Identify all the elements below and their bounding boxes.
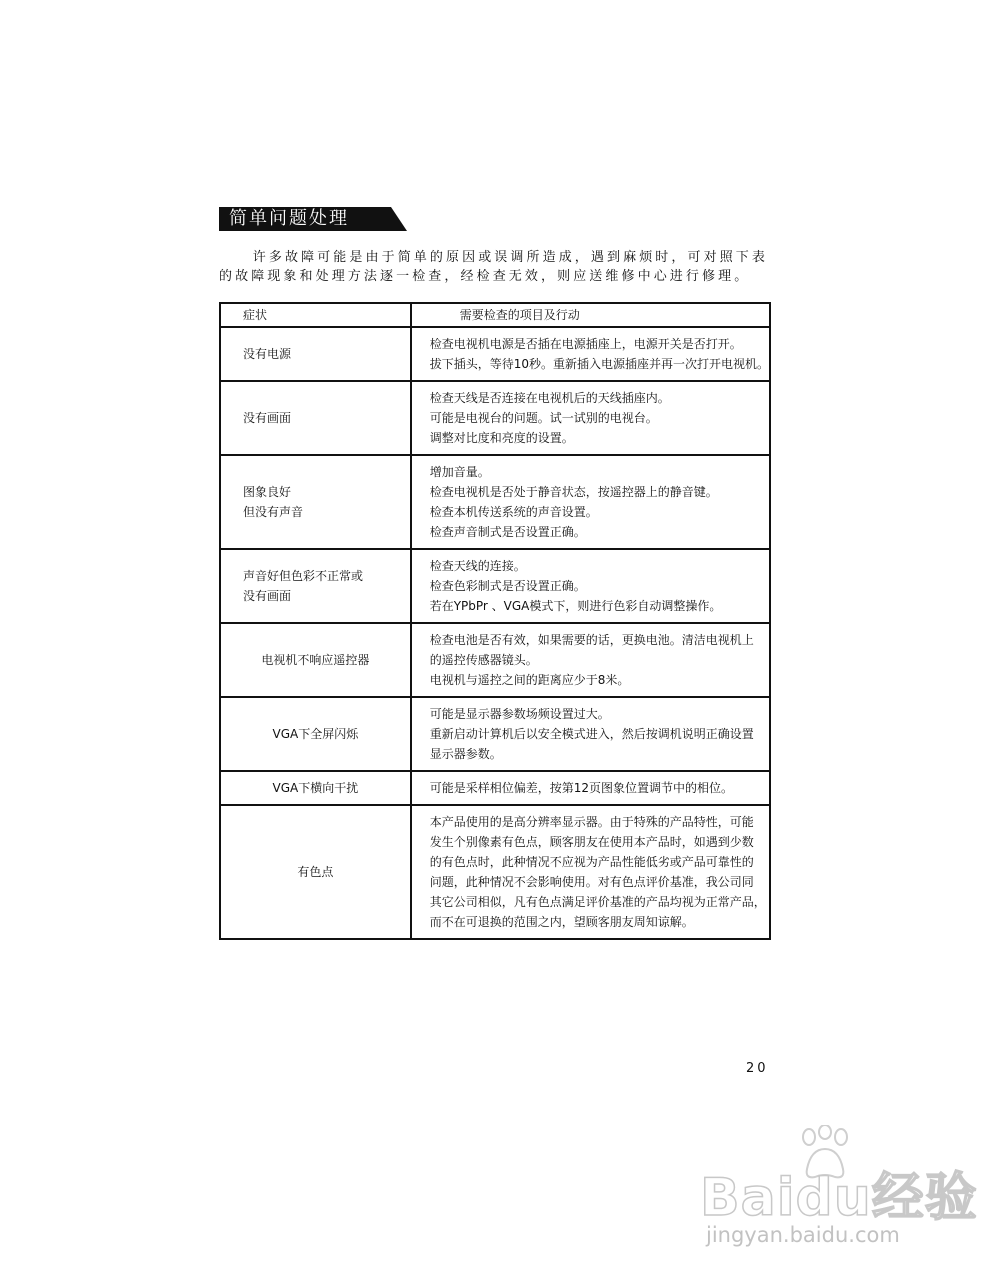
action-line: 显示器参数。 (429, 747, 502, 761)
action-line: 其它公司相似，凡有色点满足评价基准的产品均视为正常产品， (429, 895, 766, 909)
table-row (220, 805, 770, 939)
section-title: 简单问题处理 (229, 208, 349, 229)
symptom-cell (220, 771, 411, 805)
action-line: 增加音量。 (429, 465, 490, 479)
action-line: 检查色彩制式是否设置正确。 (429, 579, 586, 593)
action-line: 检查声音制式是否设置正确。 (429, 525, 586, 539)
action-line: 的遥控传感器镜头。 (429, 653, 538, 667)
symptom-text: 没有画面 (243, 589, 292, 603)
baidu-jingyan-watermark (700, 1125, 978, 1275)
action-line: 的有色点时，此种情况不应视为产品性能低劣或产品可靠性的 (429, 855, 754, 869)
symptom-text: VGA下全屏闪烁 (272, 727, 359, 741)
action-line: 检查本机传送系统的声音设置。 (429, 505, 598, 519)
watermark-brand: Baidu经验 (700, 1168, 978, 1228)
action-line: 检查电视机电源是否插在电源插座上，电源开关是否打开。 (429, 337, 742, 351)
action-line: 检查电池是否有效，如果需要的话，更换电池。清洁电视机上 (429, 633, 754, 647)
header-actions: 需要检查的项目及行动 (411, 303, 770, 327)
symptom-text: 有色点 (297, 865, 334, 879)
troubleshooting-table (219, 302, 771, 940)
symptom-cell (220, 381, 411, 455)
symptom-cell (220, 805, 411, 939)
actions-cell (411, 455, 770, 549)
symptom-cell (220, 327, 411, 381)
symptom-text: VGA下横向干扰 (272, 781, 359, 795)
symptom-cell (220, 549, 411, 623)
action-line: 拔下插头，等待10秒。重新插入电源插座并再一次打开电视机。 (429, 357, 769, 371)
actions-cell (411, 771, 770, 805)
action-line: 检查天线是否连接在电视机后的天线插座内。 (429, 391, 670, 405)
symptom-text: 没有电源 (243, 347, 292, 361)
symptom-cell (220, 697, 411, 771)
table-row (220, 697, 770, 771)
page-number: 20 (746, 1061, 769, 1076)
table-header-row (220, 303, 770, 327)
section-title-banner (219, 207, 407, 231)
symptom-cell (220, 623, 411, 697)
actions-cell (411, 697, 770, 771)
actions-cell (411, 805, 770, 939)
symptom-cell (220, 455, 411, 549)
intro-paragraph: 许多故障可能是由于简单的原因或误调所造成，遇到麻烦时，可对照下表的故障现象和处理方法逐一检查，经检查无效，则应送维修中心进行修理。 (219, 250, 768, 284)
actions-cell (411, 549, 770, 623)
actions-cell (411, 327, 770, 381)
watermark-url: jingyan.baidu.com (706, 1223, 900, 1247)
action-line: 电视机与遥控之间的距离应少于8米。 (429, 673, 630, 687)
actions-cell (411, 381, 770, 455)
header-symptom: 症状 (220, 303, 411, 327)
table-row (220, 381, 770, 455)
table-row (220, 623, 770, 697)
action-line: 可能是采样相位偏差，按第12页图象位置调节中的相位。 (429, 781, 733, 795)
action-line: 重新启动计算机后以安全模式进入，然后按调机说明正确设置 (429, 727, 754, 741)
symptom-text: 图象良好 (243, 485, 292, 499)
action-line: 本产品使用的是高分辨率显示器。由于特殊的产品特性，可能 (429, 815, 754, 829)
table-row (220, 455, 770, 549)
action-line: 调整对比度和亮度的设置。 (429, 431, 574, 445)
symptom-text: 但没有声音 (243, 505, 304, 519)
action-line: 可能是显示器参数场频设置过大。 (429, 707, 610, 721)
action-line: 检查电视机是否处于静音状态，按遥控器上的静音键。 (429, 485, 718, 499)
action-line: 检查天线的连接。 (429, 559, 526, 573)
symptom-text: 声音好但色彩不正常或 (243, 569, 364, 583)
action-line: 可能是电视台的问题。试一试别的电视台。 (429, 411, 658, 425)
action-line: 问题，此种情况不会影响使用。对有色点评价基准，我公司同 (429, 875, 754, 889)
action-line: 发生个别像素有色点，顾客朋友在使用本产品时，如遇到少数 (429, 835, 754, 849)
action-line: 而不在可退换的范围之内，望顾客朋友周知谅解。 (429, 915, 694, 929)
table-row (220, 771, 770, 805)
action-line: 若在YPbPr 、VGA模式下，则进行色彩自动调整操作。 (429, 599, 722, 613)
table-row (220, 327, 770, 381)
symptom-text: 电视机不响应遥控器 (261, 653, 370, 667)
symptom-text: 没有画面 (243, 411, 292, 425)
actions-cell (411, 623, 770, 697)
table-row (220, 549, 770, 623)
